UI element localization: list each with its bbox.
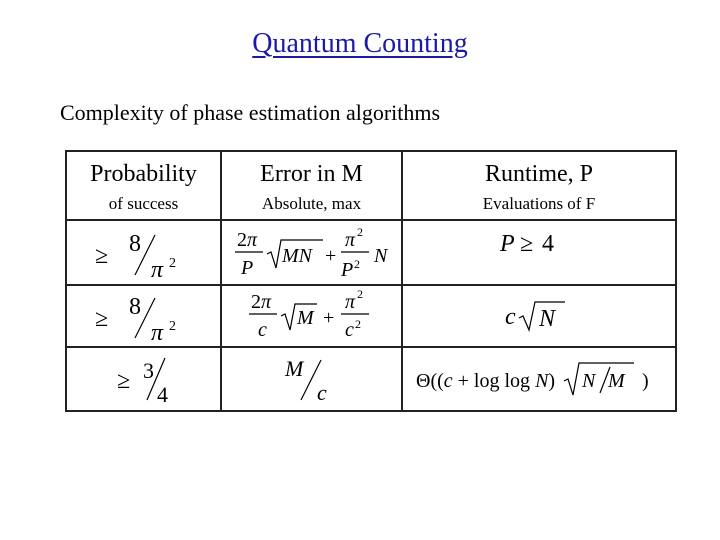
slide-subtitle: Complexity of phase estimation algorithms — [60, 100, 441, 125]
header-error-sub: Absolute, max — [261, 194, 362, 213]
error-formula-row3 — [277, 350, 347, 408]
svg-text:π: π — [150, 320, 163, 346]
svg-text:M: M — [608, 370, 625, 392]
svg-text:2: 2 — [168, 255, 176, 271]
row2-error — [222, 286, 401, 346]
svg-text:+: + — [324, 244, 336, 267]
svg-text:c: c — [344, 319, 354, 341]
svg-text:N: N — [373, 244, 387, 267]
svg-text:M: M — [296, 307, 314, 329]
probability-formula-3-over-4 — [99, 350, 189, 408]
slide-title: Quantum Counting — [252, 28, 468, 59]
runtime-formula-row2 — [499, 296, 579, 336]
svg-text:≥: ≥ — [94, 242, 108, 269]
svg-text:MN: MN — [281, 244, 312, 267]
svg-text:2π: 2π — [250, 291, 271, 313]
svg-text:4: 4 — [542, 231, 554, 257]
svg-text:P: P — [340, 258, 353, 281]
svg-text:4: 4 — [156, 382, 168, 407]
row1-error — [222, 221, 401, 284]
svg-text:3: 3 — [142, 358, 154, 383]
svg-text:c: c — [257, 319, 267, 341]
svg-text:c: c — [316, 380, 327, 405]
row3-error — [222, 348, 401, 410]
svg-text:≥: ≥ — [116, 368, 130, 394]
row3-runtime — [403, 348, 675, 410]
svg-text:2: 2 — [168, 319, 176, 334]
header-runtime: Runtime, P — [484, 160, 593, 187]
svg-text:8: 8 — [128, 294, 141, 320]
complexity-table — [65, 150, 677, 412]
svg-text:2: 2 — [353, 256, 360, 271]
svg-text:π: π — [344, 228, 355, 251]
svg-text:c: c — [505, 304, 516, 330]
svg-text:2: 2 — [354, 317, 361, 331]
svg-text:π: π — [344, 291, 355, 313]
probability-formula-8-over-pi-squared — [89, 286, 199, 346]
row1-probability — [67, 221, 220, 284]
header-runtime-sub: Evaluations of F — [482, 194, 596, 213]
svg-text:N: N — [582, 370, 596, 392]
svg-text:Θ((c + log log N): Θ((c + log log N) — [416, 370, 556, 392]
error-formula-row1 — [223, 222, 401, 284]
svg-text:M: M — [284, 356, 303, 381]
error-formula-row2 — [237, 286, 387, 346]
svg-text:+: + — [322, 307, 334, 329]
svg-text:): ) — [642, 370, 649, 392]
row2-probability — [67, 286, 220, 346]
svg-text:P: P — [240, 256, 253, 279]
row2-runtime — [403, 286, 675, 346]
runtime-formula-row3 — [414, 355, 664, 403]
runtime-formula-row1 — [494, 229, 584, 259]
svg-text:2π: 2π — [236, 228, 257, 251]
svg-text:2: 2 — [356, 224, 363, 239]
svg-text:≥: ≥ — [520, 231, 534, 257]
row3-probability — [67, 348, 220, 410]
header-probability: Probability — [90, 160, 197, 187]
svg-text:≥: ≥ — [94, 306, 108, 332]
svg-text:2: 2 — [356, 287, 363, 301]
probability-formula-8-over-pi-squared — [89, 223, 199, 283]
svg-text:π: π — [150, 256, 163, 283]
svg-text:8: 8 — [128, 230, 141, 257]
header-error: Error in M — [260, 160, 363, 187]
svg-text:N: N — [539, 306, 556, 332]
svg-text:P: P — [500, 231, 515, 257]
header-probability-sub: of success — [108, 194, 179, 213]
row1-runtime — [403, 221, 675, 284]
